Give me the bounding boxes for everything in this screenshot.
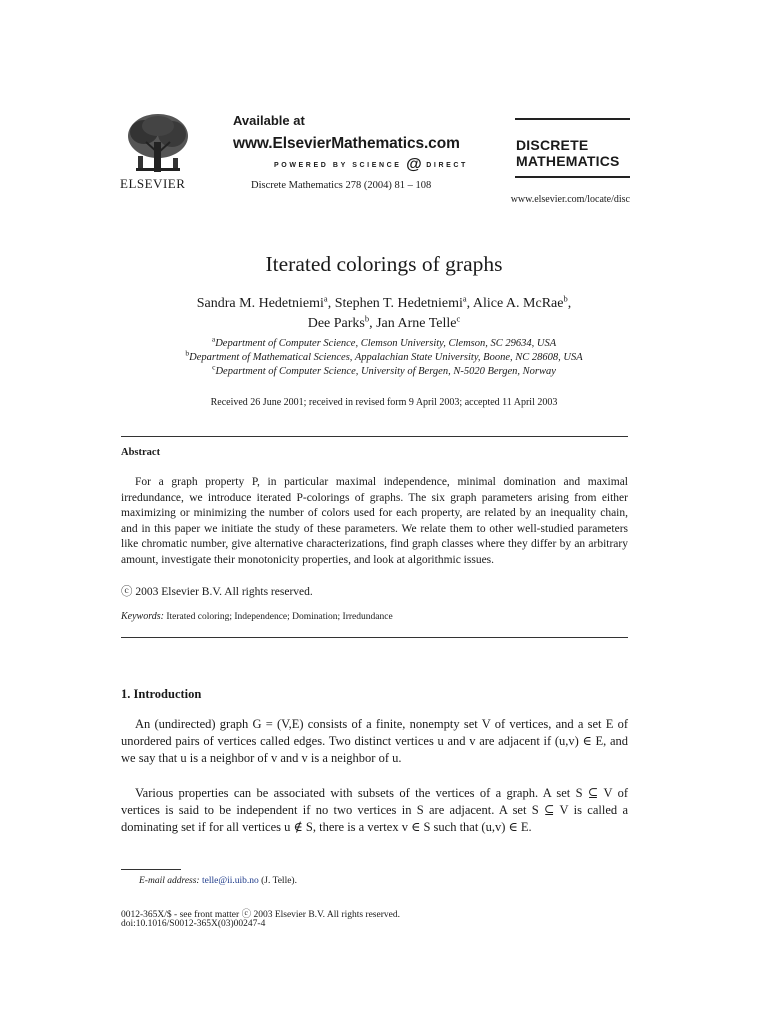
keywords-list: Iterated coloring; Independence; Domination; Irredundance <box>166 612 393 622</box>
affiliation-mark: c <box>212 362 216 372</box>
affiliation <box>0 334 768 349</box>
affiliation-mark: b <box>185 348 190 358</box>
author-name: Sandra M. Hedetniemi <box>196 296 324 311</box>
footnote-rule <box>121 869 181 870</box>
author-list-line-2: Dee Parks$^b$, Jan Arne Telle$^c$ <box>307 313 461 331</box>
keywords-line <box>121 611 393 622</box>
author-name: Jan Arne Telle <box>376 316 457 331</box>
abstract-copyright: ⓒ 2003 Elsevier B.V. All rights reserved. <box>121 586 313 598</box>
site-brand: Elsevier <box>272 135 332 152</box>
journal-logo <box>516 137 620 169</box>
body-paragraph: An (undirected) graph G = (V,E) consists of a finite, nonempty set V of vertices, and a set E of unordered pairs of vertices called edges. Two distinct vertices u and v are adjacent if (u,v) ∈ E, and we say that u is a neighbor of v and v is a neighbor of u. <box>121 717 628 766</box>
article-title: Iterated colorings of graphs <box>265 252 503 276</box>
website-link[interactable] <box>233 135 460 153</box>
journal-logo-line1: DISCRETE <box>516 137 589 153</box>
issn-line: 0012-365X/$ - see front matter ⓒ 2003 Elsevier B.V. All rights reserved. <box>121 910 400 920</box>
author-name: Dee Parks <box>307 316 365 331</box>
email-label: E-mail address: <box>139 876 200 886</box>
doi-line[interactable]: doi:10.1016/S0012-365X(03)00247-4 <box>121 919 266 929</box>
abstract-bottom-rule <box>121 637 628 638</box>
abstract-text: For a graph property P, in particular maximal independence, minimal domination and maximal irredundance, we introduce iterated P-colorings of graphs. The six graph parameters arising from either maximizing or minimizing the number of colors used for each property, are related by an inequality chain, and in this paper we initiate the study of these parameters. We relate them to other well-studied parameters like chromatic number, give alternative characterizations, find graph classes where they differ by an arbitrary amount, investigate their monotonicity properties, and look at algorithmic issues. <box>121 476 628 566</box>
journal-logo-bottom-rule <box>515 176 630 178</box>
email-owner: (J. Telle). <box>261 876 297 886</box>
affiliation-text: Department of Computer Science, University of Bergen, N-5020 Bergen, Norway <box>215 366 556 377</box>
site-suffix: Mathematics.com <box>331 135 460 152</box>
journal-citation: Discrete Mathematics 278 (2004) 81 – 108 <box>251 180 432 191</box>
affiliation-mark: b <box>364 313 370 324</box>
author-name: Alice A. McRae <box>472 296 564 311</box>
affiliation-mark: b <box>563 293 568 304</box>
author-list-line-1: Sandra M. Hedetniemi$^a$, Stephen T. Hedetniemi$^a$, Alice A. McRae$^b$, <box>196 293 572 311</box>
affiliation-mark: c <box>456 313 461 324</box>
journal-logo-top-rule <box>515 118 630 120</box>
affiliation-mark: a <box>462 293 467 304</box>
keywords-label: Keywords: <box>121 611 164 622</box>
affiliation <box>0 362 768 377</box>
powered-by-text: POWERED BY SCIENCE <box>274 161 402 169</box>
email-link[interactable]: telle@ii.uib.no <box>201 876 259 886</box>
affiliation-mark: a <box>211 334 216 344</box>
affiliation-text: Department of Mathematical Sciences, Appalachian State University, Boone, NC 28608, USA <box>189 352 583 363</box>
abstract-heading: Abstract <box>121 447 161 458</box>
sciencedirect-at-icon: @ <box>406 156 422 173</box>
journal-url[interactable]: www.elsevier.com/locate/disc <box>510 194 630 205</box>
abstract-top-rule <box>121 436 628 437</box>
affiliation <box>0 348 768 363</box>
author-name: Stephen T. Hedetniemi <box>334 296 463 311</box>
footnote-email <box>139 876 297 886</box>
affiliation-text: Department of Computer Science, Clemson University, Clemson, SC 29634, USA <box>215 338 557 349</box>
available-at-label: Available at <box>233 113 305 128</box>
powered-by-sciencedirect <box>274 156 468 174</box>
received-dates: Received 26 June 2001; received in revised form 9 April 2003; accepted 11 April 2003 <box>210 397 558 408</box>
journal-logo-line2: MATHEMATICS <box>516 153 620 169</box>
body-paragraph: Various properties can be associated with subsets of the vertices of a graph. A set S ⊆ V of vertices is said to be independent if no two vertices in S are adjacent. A set S ⊆ V is called a dominating set if for all vertices u ∉ S, there is a vertex v ∈ S such that (u,v) ∈ E. <box>121 786 628 835</box>
direct-text: DIRECT <box>426 161 468 169</box>
affiliation-mark: a <box>323 293 328 304</box>
publisher-wordmark: ELSEVIER <box>120 176 186 191</box>
site-prefix: www. <box>233 135 273 152</box>
section-heading: 1. Introduction <box>121 687 202 701</box>
